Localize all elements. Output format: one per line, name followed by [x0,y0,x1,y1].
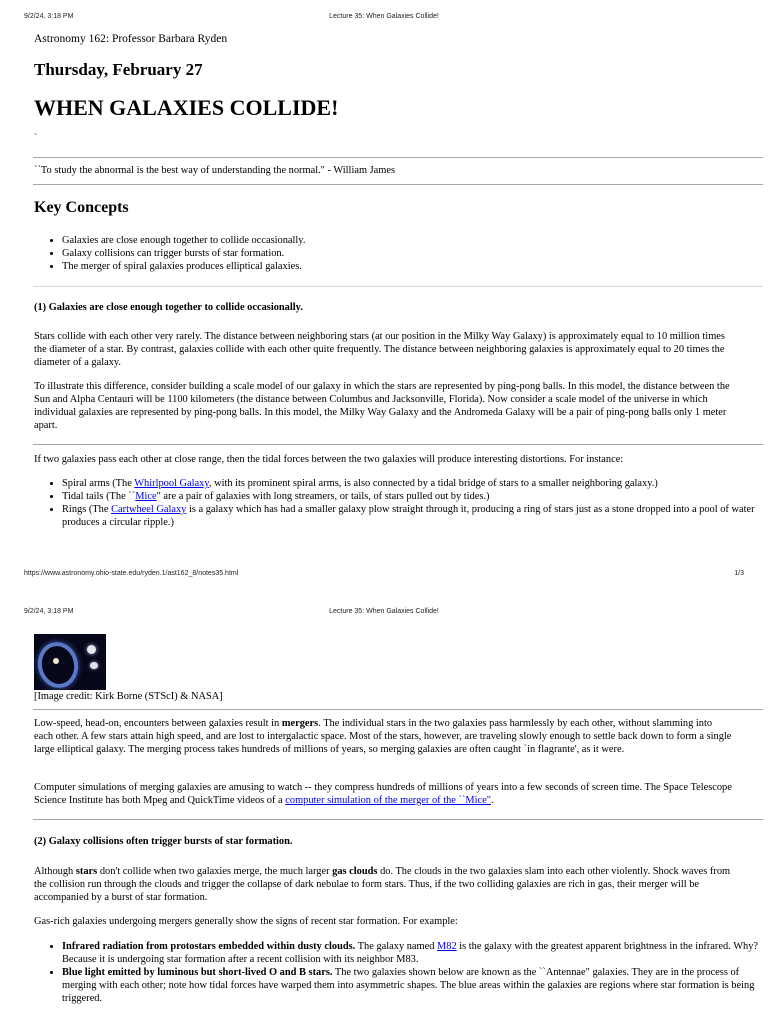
para-text: Low-speed, head-on, encounters between galaxies result in [34,718,282,729]
print-datetime: 9/2/24, 3:18 PM [24,13,74,20]
item-text: is a galaxy which has had a smaller galaxy plow straight through it, producing a ring of stars just as a stone dropped into a pool of water produces a circular ripple.) [62,504,755,528]
list-item [62,503,762,529]
item-text: The galaxy named [355,941,438,952]
distortion-list [34,477,762,529]
lecture-date: Thursday, February 27 [34,60,203,79]
section2-paragraph: Gas-rich galaxies undergoing mergers generally show the signs of recent star formation. For example: [34,916,458,927]
divider [33,286,763,287]
cartwheel-galaxy-link[interactable]: Cartwheel Galaxy [111,504,187,515]
key-concept-item: • Galaxy collisions can trigger bursts of star formation. [62,247,752,260]
mice-link[interactable]: Mice [135,491,157,502]
item-bold: Blue light emitted by luminous but short-lived O and B stars. [62,967,333,978]
divider [33,819,763,820]
whirlpool-galaxy-link[interactable]: Whirlpool Galaxy [134,478,209,489]
para-text: Computer simulations of merging galaxies are amusing to watch -- they compress hundreds of millions of years into a few seconds of screen time. The Space Telescope Science Institute has both Mpeg and QuickTime videos of a [34,782,732,806]
section2-paragraph [34,865,732,904]
quote: ``To study the abnormal is the best way of understanding the normal." - William James [34,165,396,176]
image-credit: [Image credit: Kirk Borne (STScI) & NASA] [34,691,223,702]
item-text: The two galaxies shown below are known as the ``Antennae" galaxies. They are in the process of merging with each other; note how tidal forces have warped them into asymmetric shapes. The blue areas within the galaxies are regions where star formation is being triggered. [62,967,755,1004]
mice-simulation-link[interactable]: computer simulation of the merger of the ``Mice" [285,795,492,806]
companion-galaxy [90,662,98,669]
key-concept-item: • The merger of spiral galaxies produces elliptical galaxies. [62,260,752,273]
course-line: Astronomy 162: Professor Barbara Ryden [34,33,228,45]
print-datetime: 9/2/24, 3:18 PM [24,608,74,615]
para-bold: gas clouds [332,866,378,877]
merger-paragraph [34,781,732,807]
stray-tick: ` [34,133,38,144]
item-text: is the galaxy with the greatest apparent brightness in the infrared. Why? Because it is undergoing star formation after a recent collision with its neighbor M83. [62,941,759,965]
divider [33,184,763,185]
para-text: don't collide when two galaxies merge, the much larger [97,866,333,877]
para-text: . [491,795,494,806]
divider [33,444,763,445]
para-bold: mergers [281,718,319,729]
m82-link[interactable]: M82 [437,941,457,952]
print-page-number: 1/3 [734,570,744,577]
section1-paragraph: To illustrate this difference, consider building a scale model of our galaxy in which the stars are represented by ping-pong balls. In this model, the distance between the Sun and Alpha Centauri will be 1100 kilometers (the distance between Columbus and Jacksonville, Florida). Now consider a scale model of the universe in which individual galaxies are represented by ping-pong balls. In this model, the Milky Way Galaxy and the Andromeda Galaxy will be a pair of ping-pong balls only 1 meter apart. [34,381,730,431]
print-url: https://www.astronomy.ohio-state.edu/ryden.1/ast162_8/notes35.html [24,570,239,577]
print-title: Lecture 35: When Galaxies Collide! [329,608,439,615]
para-text: Although [34,866,76,877]
item-text: Spiral arms (The [62,478,135,489]
list-item [62,477,762,490]
list-item [62,966,762,1005]
item-bold: Infrared radiation from protostars embedded within dusty clouds. [62,941,356,952]
item-text: Rings (The [62,504,112,515]
companion-galaxy [87,645,96,654]
star-formation-list [34,940,762,1005]
divider [33,157,763,158]
divider [33,709,763,710]
para-text: . The individual stars in the two galaxies pass harmlessly by each other, without slamming into each other. A few stars attain high speed, and are lost to intergalactic space. Most of the stars, however, are traveling slowly enough to settle back down to form a single large elliptical galaxy. The merging process takes hundreds of millions of years, so merging galaxies are often caught `in flagrante', as it were. [34,718,732,755]
para-text: do. The clouds in the two galaxies slam into each other violently. Shock waves from the collision run through the clouds and trigger the collapse of dark nebulae to form stars. Thus, if the two colliding galaxies are rich in gas, their merger will be accompanied by a burst of star formation. [34,866,731,903]
item-text: Tidal tails (The `` [62,491,136,502]
list-item [62,490,762,503]
section1-paragraph: Stars collide with each other very rarely. The distance between neighboring stars (at our position in the Milky Way Galaxy) is approximately equal to 10 million times the diameter of a star. By contrast, galaxies collide with each other quite frequently. The distance between neighboring galaxies is approximately equal to 20 times the diameter of a galaxy. [34,331,725,368]
list-item [62,940,762,966]
cartwheel-galaxy-image [34,634,106,690]
galaxy-ring [34,638,82,690]
key-concept-item: • Galaxies are close enough together to collide occasionally. [62,234,752,247]
key-concepts-list [34,234,752,274]
section1-heading: (1) Galaxies are close enough together to collide occasionally. [34,302,303,313]
item-text: , with its prominent spiral arms, is also connected by a tidal bridge of stars to a smaller neighboring galaxy.) [208,478,658,489]
item-text: " are a pair of galaxies with long streamers, or tails, of stars pulled out by tides.) [156,491,490,502]
merger-paragraph [34,717,732,756]
key-concepts-heading: Key Concepts [34,199,129,216]
section2-heading: (2) Galaxy collisions often trigger bursts of star formation. [34,836,293,847]
print-title: Lecture 35: When Galaxies Collide! [329,13,439,20]
galaxy-core [53,658,59,664]
page-title: WHEN GALAXIES COLLIDE! [34,95,339,120]
section1-paragraph: If two galaxies pass each other at close range, then the tidal forces between the two galaxies will produce interesting distortions. For instance: [34,454,624,465]
para-bold: stars [75,866,98,877]
